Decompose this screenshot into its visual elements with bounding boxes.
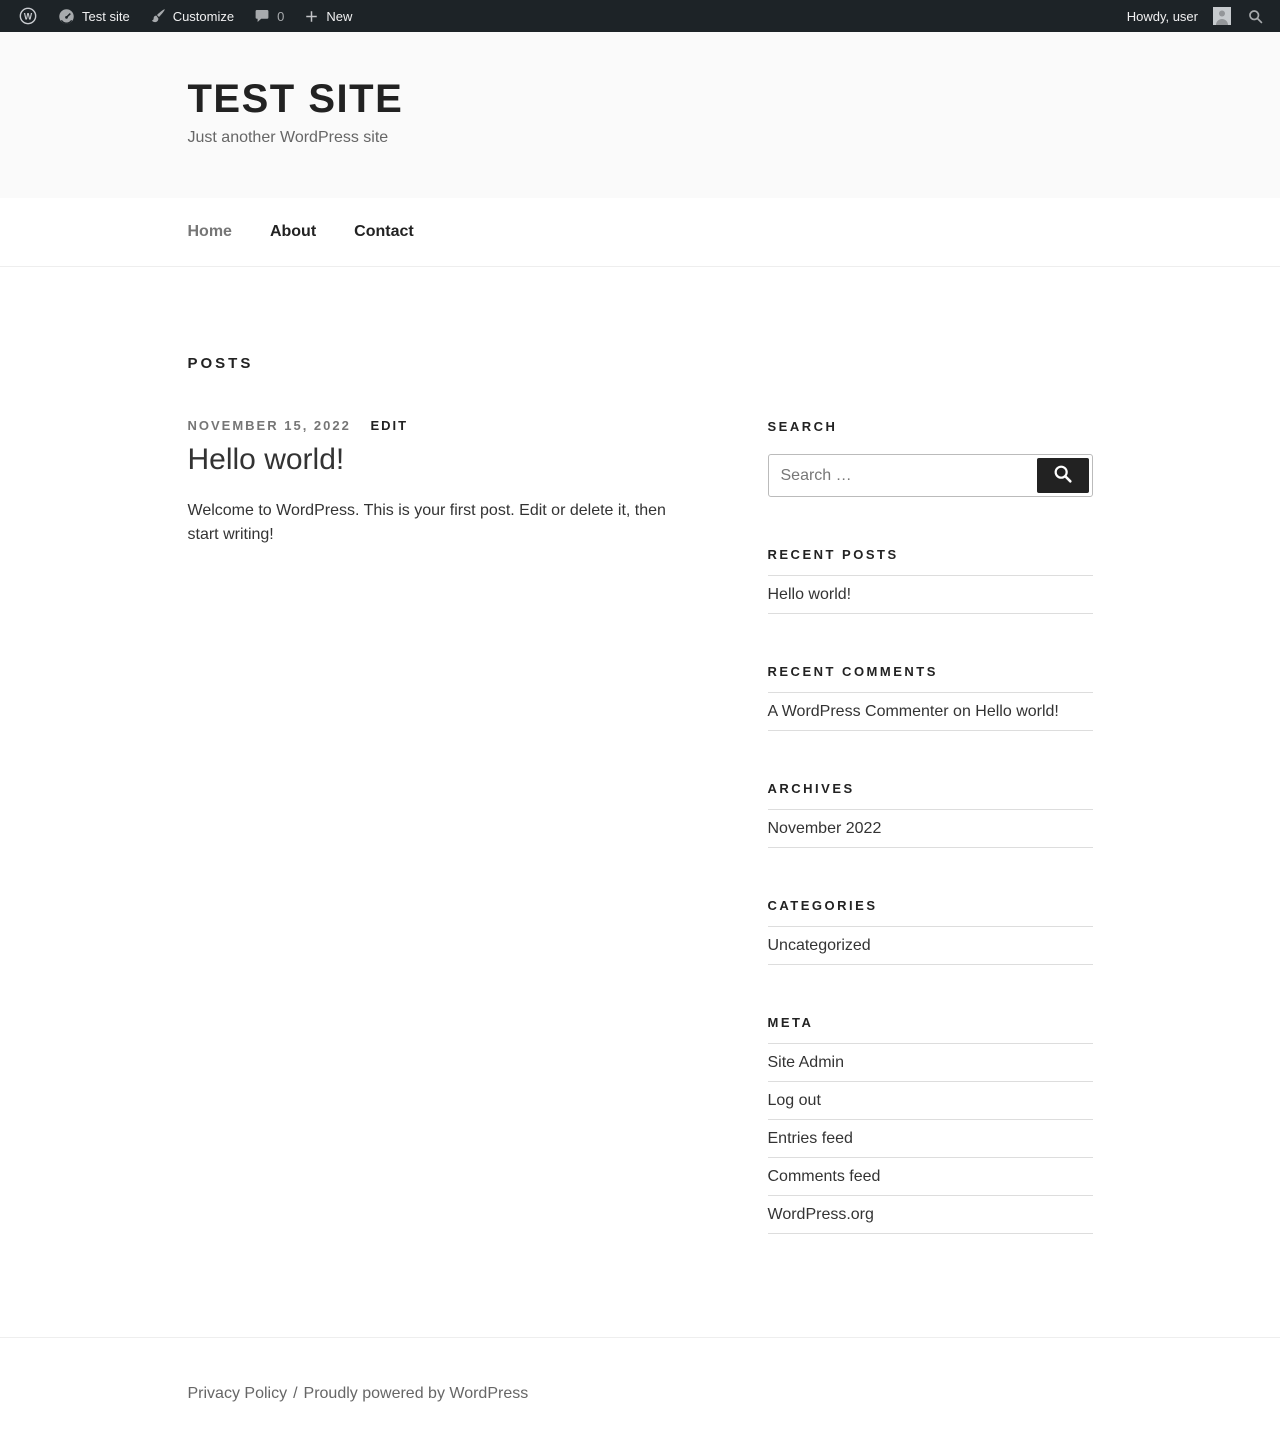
post-article [188, 418, 691, 547]
admin-bar [0, 0, 1280, 32]
comments-link[interactable] [244, 0, 294, 32]
post-title-link[interactable]: Hello world! [187, 443, 345, 476]
recent-posts-widget [768, 547, 1093, 614]
search-icon [1052, 463, 1074, 488]
admin-bar-site-link[interactable] [48, 0, 140, 32]
meta-title: META [767, 1015, 814, 1030]
archives-widget [768, 781, 1093, 848]
list-item [768, 810, 1093, 848]
nav-item-contact[interactable]: Contact [354, 223, 414, 240]
post-date-link[interactable]: NOVEMBER 15, 2022 [187, 418, 351, 433]
post-body: Welcome to WordPress. This is your first post. Edit or delete it, then start writing! [187, 502, 666, 543]
search-input[interactable] [769, 455, 1034, 496]
svg-text:W: W [23, 11, 33, 22]
admin-bar-right [1119, 0, 1272, 32]
wordpress-menu-button[interactable] [8, 0, 48, 32]
wordpress-logo-icon [18, 6, 38, 26]
list-item [768, 1044, 1093, 1082]
nav-item-home[interactable]: Home [187, 223, 232, 240]
sidebar [768, 267, 1093, 1234]
recent-comments-title: RECENT COMMENTS [767, 664, 938, 679]
archive-link[interactable]: November 2022 [767, 820, 882, 837]
site-title-link[interactable]: TEST SITE [187, 77, 404, 121]
dashboard-gauge-icon [58, 8, 75, 25]
list-item [768, 1082, 1093, 1120]
privacy-policy-link[interactable]: Privacy Policy [187, 1385, 288, 1402]
category-link[interactable]: Uncategorized [767, 937, 871, 954]
customize-link[interactable] [140, 0, 244, 32]
main-content [188, 267, 691, 563]
new-content-button[interactable] [294, 0, 362, 32]
post-title [188, 443, 691, 477]
customize-brush-icon [150, 8, 166, 24]
search-widget [768, 419, 1093, 497]
user-avatar [1213, 7, 1231, 25]
entries-feed-link[interactable]: Entries feed [767, 1130, 853, 1147]
admin-bar-site-label: Test site [82, 8, 130, 24]
my-account-link[interactable] [1119, 0, 1239, 32]
site-tagline: Just another WordPress site [187, 129, 389, 146]
site-header [0, 32, 1280, 198]
search-widget-title: SEARCH [767, 419, 838, 434]
edit-link[interactable]: EDIT [370, 418, 409, 433]
admin-search-icon [1247, 8, 1264, 25]
log-out-link[interactable]: Log out [767, 1092, 821, 1109]
recent-posts-title: RECENT POSTS [767, 547, 899, 562]
howdy-text: Howdy, user [1126, 8, 1198, 24]
customize-label: Customize [172, 8, 235, 24]
plus-icon [304, 9, 319, 24]
page-title: POSTS [187, 355, 254, 372]
admin-search-button[interactable] [1239, 0, 1272, 32]
categories-widget [768, 898, 1093, 965]
powered-by-link[interactable]: Proudly powered by WordPress [303, 1385, 529, 1402]
recent-comment-link[interactable]: A WordPress Commenter on Hello world! [767, 703, 1059, 720]
site-footer [0, 1337, 1280, 1443]
list-item [768, 1120, 1093, 1158]
archives-title: ARCHIVES [767, 781, 855, 796]
recent-comments-widget [768, 664, 1093, 731]
comments-feed-link[interactable]: Comments feed [767, 1168, 881, 1185]
post-meta [188, 418, 691, 433]
footer-separator: / [293, 1385, 298, 1402]
site-title [188, 77, 1093, 122]
admin-bar-left [8, 0, 362, 32]
list-item [768, 693, 1093, 731]
list-item [768, 927, 1093, 965]
recent-post-link[interactable]: Hello world! [767, 586, 852, 603]
new-label: New [326, 8, 353, 24]
site-admin-link[interactable]: Site Admin [767, 1054, 844, 1071]
categories-title: CATEGORIES [767, 898, 878, 913]
wordpress-org-link[interactable]: WordPress.org [767, 1206, 874, 1223]
list-item [768, 1196, 1093, 1234]
nav-item-about[interactable]: About [269, 223, 317, 240]
comment-bubble-icon [254, 8, 270, 24]
main-navigation [0, 198, 1280, 267]
list-item [768, 576, 1093, 614]
meta-widget [768, 1015, 1093, 1234]
search-form [768, 454, 1093, 497]
list-item [768, 1158, 1093, 1196]
search-submit-button[interactable] [1037, 458, 1089, 493]
comment-count: 0 [277, 8, 285, 24]
